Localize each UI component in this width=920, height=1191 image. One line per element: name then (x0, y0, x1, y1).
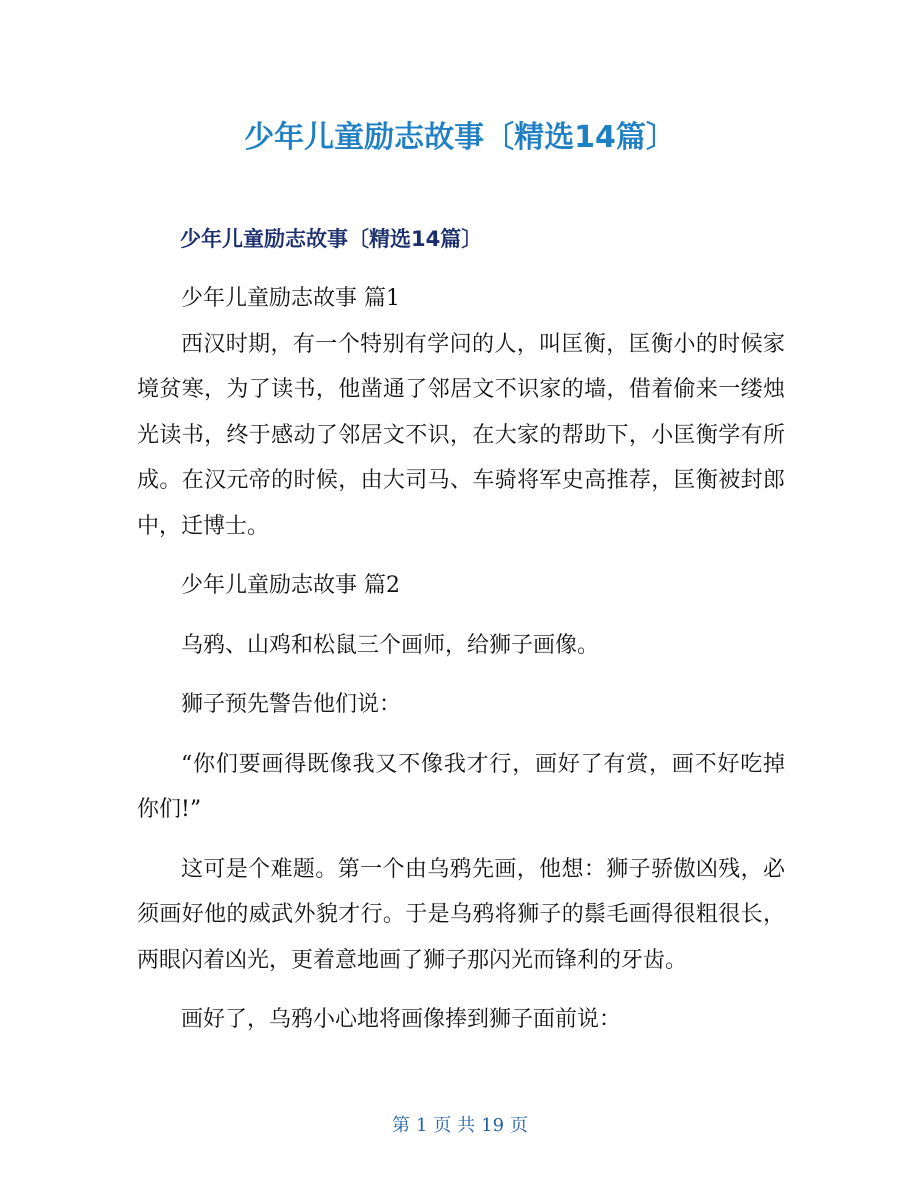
document-title: 少年儿童励志故事〔精选14篇〕 (244, 120, 676, 155)
paragraph: 狮子预先警告他们说： (181, 692, 402, 717)
paragraph: 乌鸦、山鸡和松鼠三个画师，给狮子画像。 (181, 632, 600, 658)
paragraph: 西汉时期，有一个特别有学问的人，叫匡衡，匡衡小的时候家境贫寒，为了读书，他凿通了邻居文不识家的墙，借着偷来一缕烛光读书，终于感动了邻居文不识，在大家的帮助下，小匡衡学有所成。在汉元帝的时候，由大司马、车骑将军史高推荐，匡衡被封郎中，迁博士。 (137, 331, 785, 539)
paragraph: 这可是个难题。第一个由乌鸦先画，他想：狮子骄傲凶残，必须画好他的威武外貌才行。于是乌鸦将狮子的鬃毛画得很粗很长，两眼闪着凶光，更着意地画了狮子那闪光而锋利的牙齿。 (137, 856, 785, 973)
page-footer (0, 1112, 920, 1140)
story-heading-2: 少年儿童励志故事 篇2 (181, 573, 400, 598)
page-label-middle: 页 共 (433, 1115, 476, 1136)
page-label-suffix: 页 (510, 1115, 529, 1136)
section-title: 少年儿童励志故事〔精选14篇〕 (180, 227, 483, 251)
total-pages-number: 19 (481, 1115, 505, 1136)
page-label-prefix: 第 (391, 1115, 410, 1136)
current-page-number: 1 (415, 1115, 428, 1136)
paragraph: 画好了，乌鸦小心地将画像捧到狮子面前说： (181, 1007, 622, 1032)
story-heading-1: 少年儿童励志故事 篇1 (181, 286, 400, 311)
document-body (137, 276, 785, 1043)
paragraph: “你们要画得既像我又不像我才行，画好了有赏，画不好吃掉你们!” (137, 751, 785, 822)
